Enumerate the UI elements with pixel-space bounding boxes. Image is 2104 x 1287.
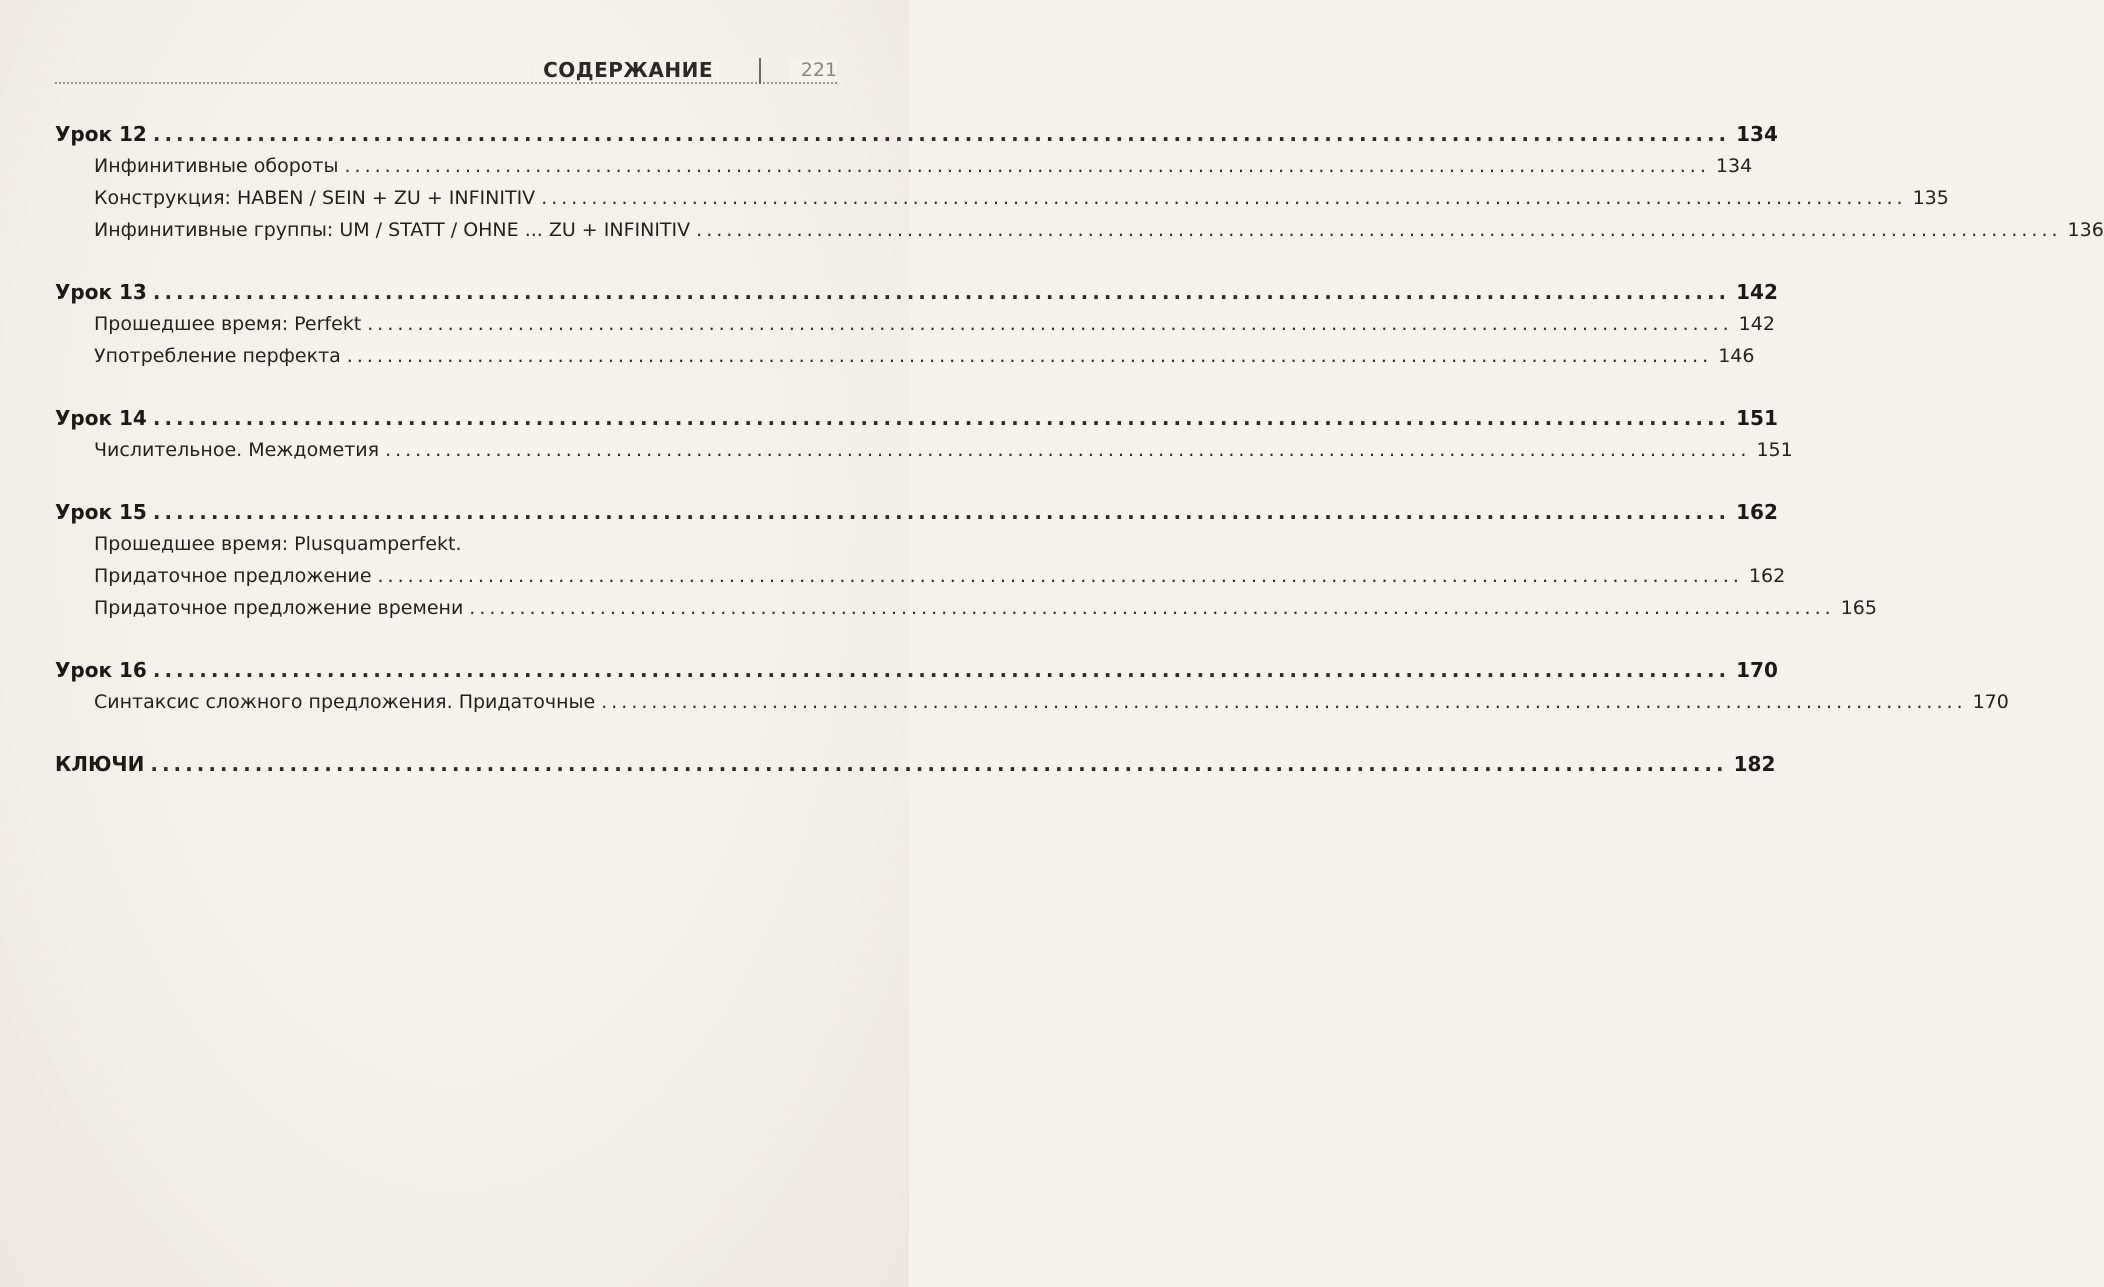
subentry-page-number: 136 <box>2067 219 2104 241</box>
subentry-title: Употребление перфекта <box>94 345 341 367</box>
subentry-title: Прошедшее время: Plusquamperfekt. <box>94 533 462 555</box>
toc-group-lesson-16 <box>55 654 2009 718</box>
header-dotted-rule <box>55 82 837 84</box>
toc-lesson-entry[interactable] <box>55 276 1778 308</box>
toc-lesson-entry[interactable] <box>55 654 1778 686</box>
toc-subentry[interactable] <box>55 686 2009 718</box>
toc-subentry[interactable] <box>55 150 1753 182</box>
toc-group-lesson-15 <box>55 496 1877 624</box>
lesson-page-number: 151 <box>1736 406 1778 430</box>
table-of-contents <box>55 118 2104 780</box>
subentry-page-number: 146 <box>1718 345 1755 367</box>
toc-subentry[interactable] <box>55 308 1775 340</box>
subentry-title: Инфинитивные группы: UM / STATT / OHNE ... ZU + INFINITIV <box>94 219 691 241</box>
dot-leader: ........................................................................................................................................ <box>541 187 1907 209</box>
subentry-title: Конструкция: HABEN / SEIN + ZU + INFINITIV <box>94 187 536 209</box>
dot-leader: ........................................................................................................................................ <box>367 313 1733 335</box>
lesson-title: Урок 15 <box>55 500 147 524</box>
dot-leader: ........................................................................................................................................ <box>152 500 1731 524</box>
subentry-page-number: 142 <box>1738 313 1775 335</box>
toc-lesson-entry[interactable] <box>55 496 1778 528</box>
subentry-page-number: 151 <box>1756 439 1793 461</box>
lesson-page-number: 134 <box>1736 122 1778 146</box>
toc-subentry[interactable] <box>55 182 1949 214</box>
dot-leader: ........................................................................................................................................ <box>385 439 1751 461</box>
dot-leader: ........................................................................................................................................ <box>696 219 2062 241</box>
subentry-page-number: 162 <box>1748 565 1786 587</box>
subentry-title: Прошедшее время: Perfekt <box>94 313 362 335</box>
dot-leader: ........................................................................................................................................ <box>469 597 1835 619</box>
lesson-title: Урок 12 <box>55 122 147 146</box>
lesson-title: Урок 16 <box>55 658 147 682</box>
toc-lesson-entry[interactable] <box>55 118 1778 150</box>
toc-subentry[interactable] <box>55 434 1793 466</box>
toc-group-lesson-13 <box>55 276 1778 372</box>
subentry-page-number: 165 <box>1840 597 1877 619</box>
dot-leader: ........................................................................................................................................ <box>150 752 1728 776</box>
toc-group-lesson-12 <box>55 118 2104 246</box>
lesson-page-number: 162 <box>1736 500 1778 524</box>
lesson-title: Урок 14 <box>55 406 147 430</box>
dot-leader: ........................................................................................................................................ <box>152 280 1731 304</box>
toc-group-lesson-14 <box>55 402 1793 466</box>
subentry-page-number: 170 <box>1972 691 2009 713</box>
subentry-title: Синтаксис сложного предложения. Придаточные <box>94 691 596 713</box>
lesson-page-number: 142 <box>1736 280 1778 304</box>
dot-leader: ........................................................................................................................................ <box>377 565 1743 587</box>
dot-leader: ........................................................................................................................................ <box>152 122 1731 146</box>
subentry-page-number: 134 <box>1715 155 1753 177</box>
toc-subentry[interactable] <box>55 528 835 560</box>
header-page-number: 221 <box>789 59 837 81</box>
running-header <box>55 58 837 90</box>
keys-page-number: 182 <box>1733 752 1776 776</box>
dot-leader: ........................................................................................................................................ <box>152 658 1731 682</box>
toc-subentry[interactable] <box>55 214 2104 246</box>
toc-keys-entry[interactable] <box>55 748 1776 780</box>
subentry-title: Числительное. Междометия <box>94 439 380 461</box>
dot-leader: ........................................................................................................................................ <box>152 406 1731 430</box>
toc-subentry[interactable] <box>55 560 1786 592</box>
subentry-title: Придаточное предложение времени <box>94 597 464 619</box>
dot-leader: ........................................................................................................................................ <box>601 691 1967 713</box>
header-separator <box>759 58 761 84</box>
subentry-page-number: 135 <box>1912 187 1949 209</box>
lesson-page-number: 170 <box>1736 658 1778 682</box>
header-title: СОДЕРЖАНИЕ <box>535 58 719 82</box>
subentry-title: Инфинитивные обороты <box>94 155 339 177</box>
toc-subentry[interactable] <box>55 340 1755 372</box>
subentry-title: Придаточное предложение <box>94 565 372 587</box>
toc-lesson-entry[interactable] <box>55 402 1778 434</box>
lesson-title: Урок 13 <box>55 280 147 304</box>
keys-title: КЛЮЧИ <box>55 752 145 776</box>
toc-subentry[interactable] <box>55 592 1877 624</box>
dot-leader: ........................................................................................................................................ <box>346 345 1713 367</box>
dot-leader: ........................................................................................................................................ <box>344 155 1710 177</box>
